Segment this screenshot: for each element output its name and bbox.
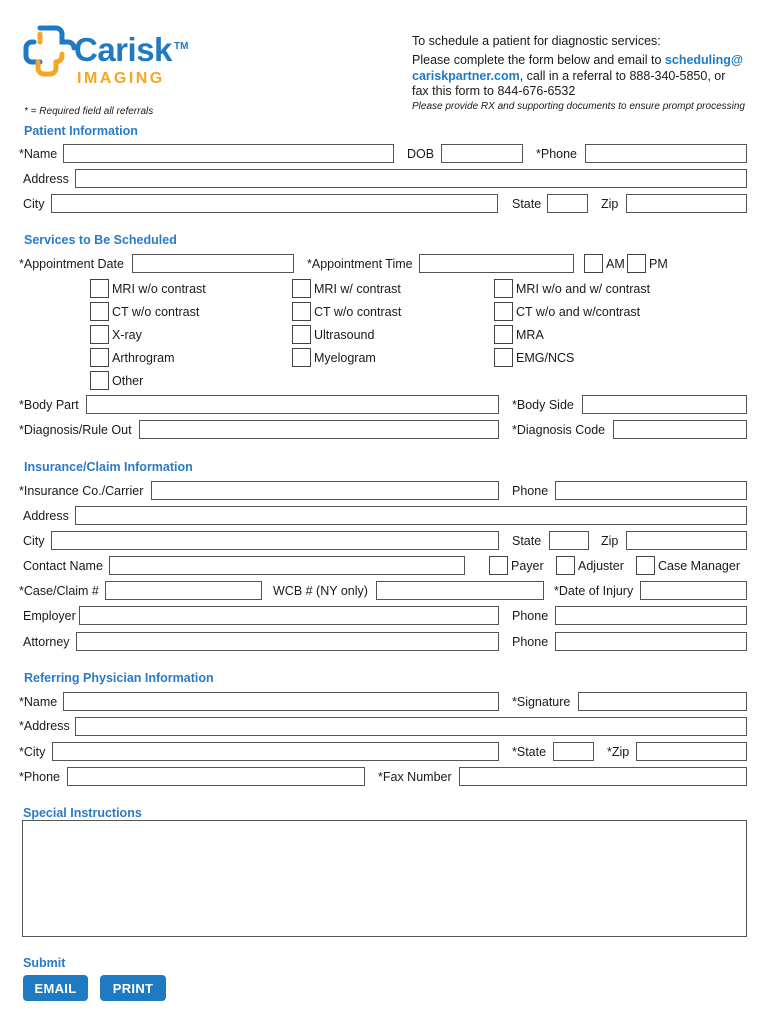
body-side-field[interactable] (582, 395, 747, 414)
patient-city-label: City (23, 197, 45, 211)
rx-note: Please provide RX and supporting documents to ensure prompt processing (412, 101, 745, 112)
case-manager-checkbox[interactable] (636, 556, 655, 575)
case-manager-label: Case Manager (658, 559, 740, 573)
service-checkbox-mri-wo-w[interactable] (494, 279, 513, 298)
physician-state-field[interactable] (553, 742, 594, 761)
insurance-address-label: Address (23, 509, 69, 523)
pm-checkbox[interactable] (627, 254, 646, 273)
patient-dob-label: DOB (407, 147, 435, 161)
pm-label: PM (649, 257, 668, 271)
service-checkbox-ct-wo[interactable] (90, 302, 109, 321)
submit-title: Submit (23, 956, 66, 970)
intro-line-4: fax this form to 844-676-6532 (412, 84, 576, 98)
intro-text: Please complete the form below and email to (412, 53, 665, 67)
injury-date-field[interactable] (640, 581, 747, 600)
insurance-city-label: City (23, 534, 45, 548)
physician-name-label: *Name (19, 695, 58, 709)
patient-dob-field[interactable] (441, 144, 523, 163)
section-title-physician: Referring Physician Information (24, 671, 214, 685)
insurance-address-field[interactable] (75, 506, 747, 525)
intro-line-2 (412, 52, 743, 68)
physician-address-label: *Address (19, 719, 70, 733)
physician-zip-label: *Zip (607, 745, 630, 759)
appointment-time-label: *Appointment Time (307, 257, 413, 271)
employer-field[interactable] (79, 606, 499, 625)
required-note: * = Required field all referrals (24, 106, 154, 117)
employer-phone-label: Phone (512, 609, 549, 623)
insurance-phone-field[interactable] (555, 481, 747, 500)
physician-fax-label: *Fax Number (378, 770, 452, 784)
intro-text: , call in a referral to 888-340-5850, or (519, 69, 726, 83)
service-checkbox-other[interactable] (90, 371, 109, 390)
wcb-field[interactable] (376, 581, 544, 600)
service-checkbox-mra[interactable] (494, 325, 513, 344)
patient-state-label: State (512, 197, 542, 211)
section-title-services: Services to Be Scheduled (24, 233, 177, 247)
service-label: CT w/o contrast (314, 305, 402, 319)
service-checkbox-ct-wo-2[interactable] (292, 302, 311, 321)
patient-phone-label: *Phone (536, 147, 578, 161)
insurance-state-field[interactable] (549, 531, 589, 550)
service-checkbox-ct-wo-w[interactable] (494, 302, 513, 321)
service-label: CT w/o and w/contrast (516, 305, 641, 319)
body-side-label: *Body Side (512, 398, 574, 412)
appointment-time-field[interactable] (419, 254, 574, 273)
attorney-label: Attorney (23, 635, 70, 649)
physician-address-field[interactable] (75, 717, 747, 736)
insurance-carrier-label: *Insurance Co./Carrier (19, 484, 144, 498)
physician-name-field[interactable] (63, 692, 499, 711)
attorney-field[interactable] (76, 632, 499, 651)
service-label: Ultrasound (314, 328, 375, 342)
patient-state-field[interactable] (547, 194, 588, 213)
intro-line-3 (412, 68, 725, 84)
body-part-label: *Body Part (19, 398, 79, 412)
special-instructions-textarea[interactable] (22, 820, 747, 937)
insurance-zip-label: Zip (601, 534, 619, 548)
service-checkbox-mri-wo[interactable] (90, 279, 109, 298)
patient-zip-field[interactable] (626, 194, 747, 213)
diagnosis-label: *Diagnosis/Rule Out (19, 423, 132, 437)
email-link-part1[interactable]: scheduling@ (664, 53, 744, 67)
diagnosis-field[interactable] (139, 420, 499, 439)
service-label: Myelogram (314, 351, 376, 365)
attorney-phone-label: Phone (512, 635, 549, 649)
service-label: MRI w/o contrast (112, 282, 206, 296)
physician-city-label: *City (19, 745, 46, 759)
wcb-label: WCB # (NY only) (273, 584, 368, 598)
adjuster-label: Adjuster (578, 559, 624, 573)
insurance-state-label: State (512, 534, 542, 548)
physician-fax-field[interactable] (459, 767, 747, 786)
service-label: X-ray (112, 328, 142, 342)
service-label: Other (112, 374, 144, 388)
employer-label: Employer (23, 609, 76, 623)
service-checkbox-emg-ncs[interactable] (494, 348, 513, 367)
injury-date-label: *Date of Injury (554, 584, 634, 598)
service-checkbox-mri-w[interactable] (292, 279, 311, 298)
insurance-phone-label: Phone (512, 484, 549, 498)
patient-address-field[interactable] (75, 169, 747, 188)
carisk-cross-icon (22, 24, 76, 78)
print-button[interactable]: PRINT (100, 975, 166, 1001)
insurance-carrier-field[interactable] (151, 481, 499, 500)
email-link-part2[interactable]: cariskpartner.com (412, 69, 520, 83)
physician-signature-label: *Signature (512, 695, 571, 709)
logo-subtitle: IMAGING (77, 70, 165, 87)
logo-name: Carisk (74, 31, 172, 68)
case-claim-field[interactable] (105, 581, 262, 600)
service-label: MRA (516, 328, 544, 342)
diagnosis-code-field[interactable] (613, 420, 747, 439)
service-label: Arthrogram (112, 351, 175, 365)
case-claim-label: *Case/Claim # (19, 584, 99, 598)
am-label: AM (606, 257, 625, 271)
diagnosis-code-label: *Diagnosis Code (512, 423, 606, 437)
body-part-field[interactable] (86, 395, 499, 414)
physician-state-label: *State (512, 745, 547, 759)
patient-zip-label: Zip (601, 197, 619, 211)
contact-name-label: Contact Name (23, 559, 103, 573)
adjuster-checkbox[interactable] (556, 556, 575, 575)
logo-trademark: TM (174, 41, 189, 52)
payer-checkbox[interactable] (489, 556, 508, 575)
insurance-zip-field[interactable] (626, 531, 747, 550)
patient-name-field[interactable] (63, 144, 394, 163)
section-title-insurance: Insurance/Claim Information (24, 460, 193, 474)
service-label: MRI w/o and w/ contrast (516, 282, 651, 296)
am-checkbox[interactable] (584, 254, 603, 273)
appointment-date-label: *Appointment Date (19, 257, 124, 271)
insurance-city-field[interactable] (51, 531, 499, 550)
patient-name-label: *Name (19, 147, 58, 161)
appointment-date-field[interactable] (132, 254, 294, 273)
physician-phone-field[interactable] (67, 767, 365, 786)
service-checkbox-myelogram[interactable] (292, 348, 311, 367)
physician-city-field[interactable] (52, 742, 499, 761)
service-checkbox-ultrasound[interactable] (292, 325, 311, 344)
patient-city-field[interactable] (51, 194, 498, 213)
contact-name-field[interactable] (109, 556, 465, 575)
intro-line-1: To schedule a patient for diagnostic services: (412, 34, 661, 48)
section-title-patient: Patient Information (24, 124, 138, 138)
physician-zip-field[interactable] (636, 742, 747, 761)
service-checkbox-arthrogram[interactable] (90, 348, 109, 367)
email-button[interactable]: EMAIL (23, 975, 88, 1001)
section-title-special: Special Instructions (23, 806, 142, 820)
patient-phone-field[interactable] (585, 144, 747, 163)
service-checkbox-xray[interactable] (90, 325, 109, 344)
service-label: CT w/o contrast (112, 305, 200, 319)
physician-signature-field[interactable] (578, 692, 747, 711)
attorney-phone-field[interactable] (555, 632, 747, 651)
service-label: EMG/NCS (516, 351, 575, 365)
employer-phone-field[interactable] (555, 606, 747, 625)
physician-phone-label: *Phone (19, 770, 61, 784)
payer-label: Payer (511, 559, 544, 573)
service-label: MRI w/ contrast (314, 282, 401, 296)
patient-address-label: Address (23, 172, 69, 186)
